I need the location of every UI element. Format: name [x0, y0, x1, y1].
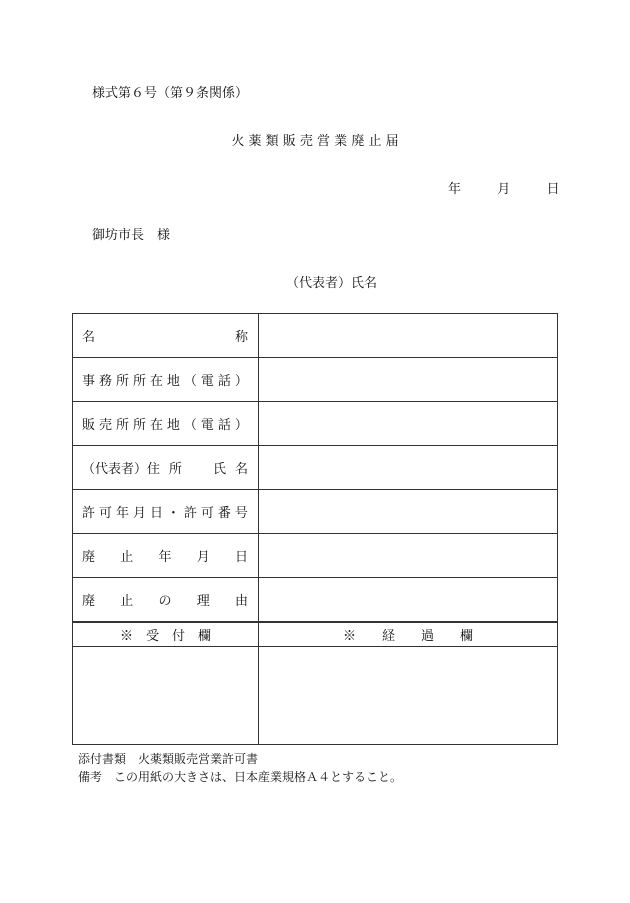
label-char: 所 [115, 374, 129, 389]
label-char: 電 [200, 418, 214, 433]
office-address-row [73, 358, 558, 402]
remarks-note: 備考 この用紙の大きさは、日本産業規格Ａ４とすること。 [78, 770, 403, 784]
label-char: 年 [115, 506, 129, 521]
abolition-reason-row [73, 578, 558, 623]
section-header-row [73, 622, 558, 647]
progress-area[interactable] [259, 647, 558, 745]
label-char: 所 [132, 418, 146, 433]
row-label [73, 402, 259, 446]
label-char: 許 [82, 506, 96, 521]
row-value-field[interactable] [259, 446, 558, 490]
date-month: 月 [497, 182, 511, 197]
applicant-name-label: （代表者）氏名 [286, 276, 378, 291]
row-label [73, 578, 259, 623]
row-value-field[interactable] [259, 402, 558, 446]
label-char: 名 [82, 330, 96, 345]
label-char: 理 [196, 594, 210, 609]
label-char: ・ [166, 506, 180, 521]
row-label [73, 446, 259, 490]
label-char: 廃 [82, 550, 96, 565]
row-value-field[interactable] [259, 358, 558, 402]
label-char: 電 [200, 374, 214, 389]
label-char: 可 [98, 506, 112, 521]
label-char: 号 [234, 506, 248, 521]
progress-header: ※ 経 過 欄 [259, 622, 558, 647]
label-char: 話 [217, 418, 231, 433]
label-char: 売 [98, 418, 112, 433]
date-year: 年 [448, 182, 462, 197]
label-char: 所 [168, 462, 182, 477]
label-char: 番 [217, 506, 231, 521]
label-char: （代表者）住 [82, 462, 161, 477]
label-char: 所 [132, 374, 146, 389]
label-char: ） [234, 418, 248, 433]
label-char: 在 [149, 374, 163, 389]
sales-office-address-row [73, 402, 558, 446]
permit-row [73, 490, 558, 534]
label-char: 販 [82, 418, 96, 433]
label-char: 止 [120, 550, 134, 565]
label-char: 月 [196, 550, 210, 565]
label-char: の [158, 594, 172, 609]
label-char: 氏 [212, 462, 226, 477]
representative-row [73, 446, 558, 490]
reception-header: ※ 受 付 欄 [73, 622, 259, 647]
label-char: （ [183, 418, 197, 433]
form-number: 様式第６号（第９条関係） [92, 86, 249, 101]
label-char: 止 [120, 594, 134, 609]
row-value-field[interactable] [259, 490, 558, 534]
row-label [73, 534, 259, 578]
row-value-field[interactable] [259, 578, 558, 623]
label-char: ） [234, 374, 248, 389]
attachment-note: 添付書類 火薬類販売営業許可書 [78, 752, 259, 766]
label-char [191, 458, 204, 477]
label-char: 日 [234, 550, 248, 565]
label-char: 日 [149, 506, 163, 521]
row-label [73, 314, 259, 358]
label-char: 地 [166, 418, 180, 433]
addressee: 御坊市長 様 [92, 228, 171, 243]
row-value-field[interactable] [259, 314, 558, 358]
name-row [73, 314, 558, 358]
label-char: 所 [115, 418, 129, 433]
label-char: （ [183, 374, 197, 389]
label-char: 年 [158, 550, 172, 565]
row-label [73, 358, 259, 402]
date-line [448, 178, 560, 197]
row-value-field[interactable] [259, 534, 558, 578]
reception-area[interactable] [73, 647, 259, 745]
label-char: 話 [217, 374, 231, 389]
label-char: 務 [98, 374, 112, 389]
label-char: 可 [200, 506, 214, 521]
label-char: 名 [234, 462, 248, 477]
abolition-date-row [73, 534, 558, 578]
row-label [73, 490, 259, 534]
section-body-row [73, 647, 558, 745]
label-char: 許 [183, 506, 197, 521]
notification-form-table [72, 313, 558, 745]
label-char: 廃 [82, 594, 96, 609]
label-char: 月 [132, 506, 146, 521]
label-char: 在 [149, 418, 163, 433]
label-char: 地 [166, 374, 180, 389]
document-title: 火 薬 類 販 売 営 業 廃 止 届 [231, 134, 399, 149]
label-char: 称 [234, 330, 248, 345]
label-char: 由 [234, 594, 248, 609]
date-day: 日 [546, 182, 560, 197]
label-char: 事 [82, 374, 96, 389]
